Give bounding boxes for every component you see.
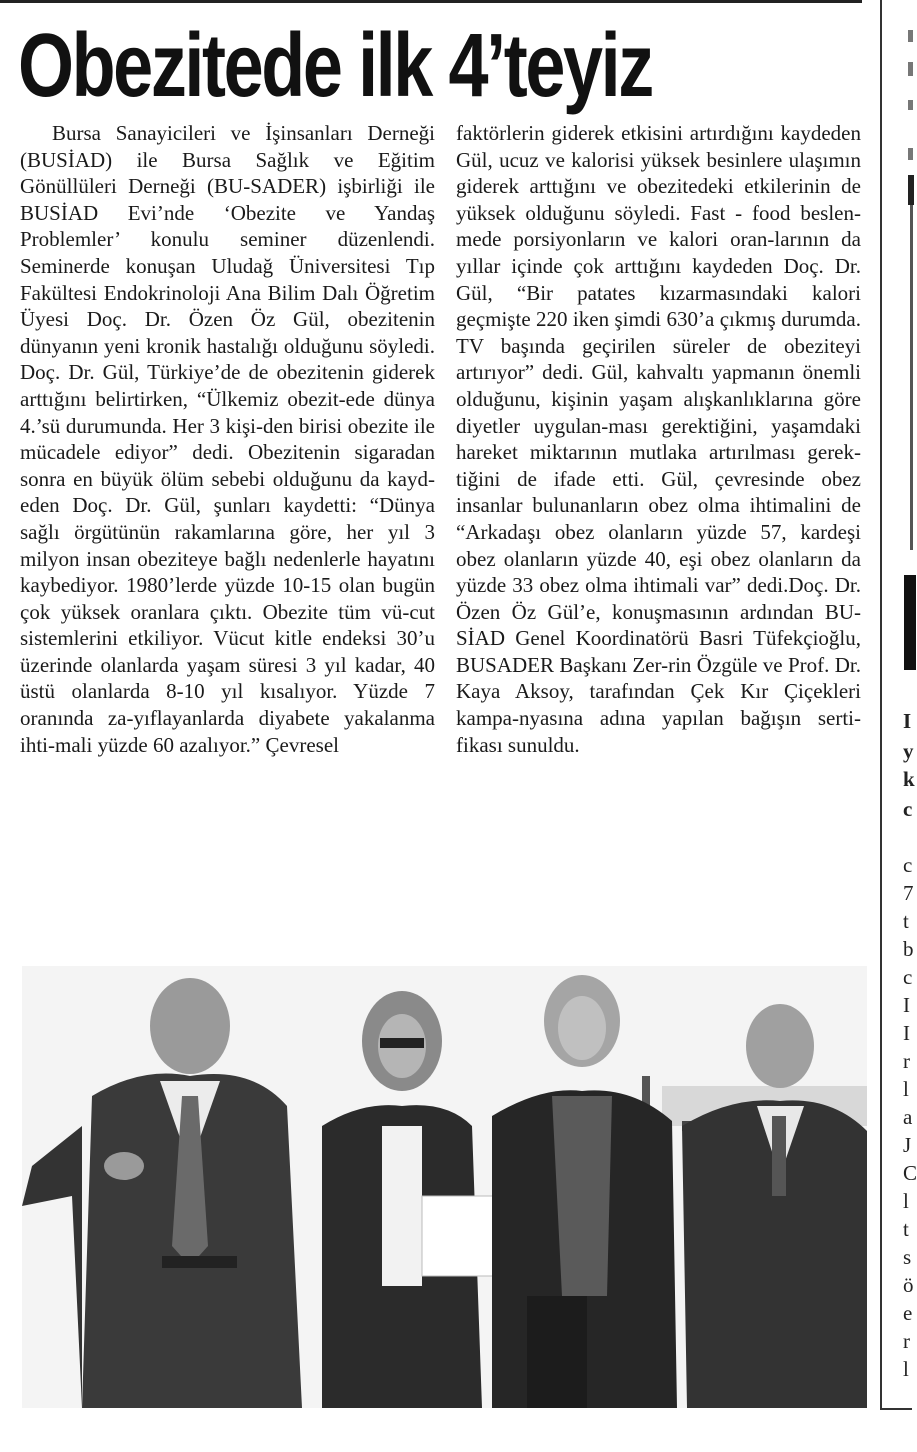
article-photo xyxy=(22,966,867,1408)
strip-letter: a xyxy=(903,1105,913,1129)
strip-bold-letter: c xyxy=(903,797,913,821)
strip-letter: C xyxy=(903,1161,917,1185)
strip-mark xyxy=(908,148,913,160)
article-paragraph: faktörlerin giderek etkisini artırdığını kaydeden Gül, ucuz ve kalorisi yüksek besinlere ulaşımın giderek arttığını ve obezitedeki etkilerinin de yüksek olduğunu söyledi. Fast - food beslen-mede porsiyonların ve kalori oran-larının da yıllar içinde çok arttığını kaydeden Doç. Dr. Gül, “Bir patates kızarmasındaki kalori geçmişte 220 iken şimdi 630’a çıkmış durumda. TV başında geçirilen süreler de obeziteyi artırıyor” dedi. Gül, kahvaltı yapmanın önemli olduğunu, kişinin yaşam alışkanlıklarına göre diyetler uygulan-ması gerektiğini, yaşamdaki hareket miktarının mutlaka artırılması gerek-tiğini de ifade etti. Gül, çevresinde obez insanlar bulunanların obez olma ihtimalini de “Arkadaşı obez olanların yüzde 57, kardeşi obez olanların yüzde 40, eşi obez olanların da yüzde 33 obez olma ihtimali var” dedi.Doç. Dr. Özen Öz Gül’e, konuşmasının ardından BU-SİAD Genel Koordinatörü Basri Tüfekçioğlu, BUSADER Başkanı Zer-rin Özgüle ve Prof. Dr. Kaya Aksoy, tarafından Çek Kır Çiçekleri kampa-nyasına adına yapılan bağışın serti-fikası sunuldu. xyxy=(456,121,861,757)
strip-letter: t xyxy=(903,909,909,933)
strip-letter: b xyxy=(903,937,914,961)
strip-letter: c xyxy=(903,853,913,877)
strip-letter: 7 xyxy=(903,881,914,905)
strip-bold-letter: k xyxy=(903,767,915,791)
strip-letter: l xyxy=(903,1077,909,1101)
strip-mark xyxy=(908,30,913,42)
article-paragraph: Bursa Sanayicileri ve İşinsanları Derneği (BUSİAD) ile Bursa Sağlık ve Eğitim Gönüllüleri Derneği (BU-SADER) işbirliği ile BUSİAD Evi’nde ‘Obezite ve Yandaş Problemler’ konulu seminer düzenlendi. Seminerde konuşan Uludağ Üniversitesi Tıp Fakültesi Endokrinoloji Ana Bilim Dalı Öğretim Üyesi Doç. Dr. Özen Öz Gül, obezitenin dünyanın yeni kronik hastalığı olduğunu söyledi. Doç. Dr. Gül, Türkiye’de de obezitenin giderek arttığını belirtirken, “Ülkemiz obezit-ede dünya 4.’sü durumunda. Her 3 kişi-den birisi obezite ile mücadele ediyor” dedi. Obezitenin sigaradan sonra en büyük ölüm sebebi olduğunu da kayd-eden Doç. Dr. Gül, şunları kaydetti: “Dünya sağlı örgütünün rakamlarına göre, her yıl 3 milyon insan obeziteye bağlı nedenlerle hayatını kaybediyor. 1980’lerde yüzde 10-15 olan bugün çok yüksek oranlara çıktı. Obezite tüm vü-cut sistemlerini etkiliyor. Vücut kitle endeksi 30’u üzerinde olanlarda yaşam süresi 3 yıl kadar, 40 üstü olanlarda 8-10 yıl kısalıyor. Yüzde 7 oranında za-yıflayanlarda diyabete yakalanma ihti-mali yüzde 60 azalıyor.” Çevresel xyxy=(20,121,435,757)
strip-letter: ö xyxy=(903,1273,914,1297)
strip-letter: l xyxy=(903,1189,909,1213)
article-column-2 xyxy=(456,120,861,758)
adjacent-article-strip xyxy=(880,0,917,1410)
strip-letter: I xyxy=(903,1021,910,1045)
strip-letter: s xyxy=(903,1245,912,1269)
strip-letter: t xyxy=(903,1217,909,1241)
strip-bar xyxy=(908,175,914,205)
strip-black-box xyxy=(904,575,916,670)
strip-bold-letter: I xyxy=(903,709,912,733)
strip-letter: J xyxy=(903,1133,912,1157)
article-column-1 xyxy=(20,120,435,758)
strip-letter: r xyxy=(903,1329,910,1353)
strip-letter: c xyxy=(903,965,913,989)
strip-letter: I xyxy=(903,993,910,1017)
strip-bold-letter: y xyxy=(903,739,914,763)
strip-letter: l xyxy=(903,1357,909,1381)
bottom-rule xyxy=(880,1408,912,1410)
strip-mark xyxy=(908,62,913,76)
strip-rule xyxy=(910,205,913,550)
top-rule xyxy=(0,0,862,3)
photo-illustration xyxy=(22,966,867,1408)
strip-letter: r xyxy=(903,1049,910,1073)
headline: Obezitede ilk 4’teyiz xyxy=(18,16,652,116)
strip-letter: e xyxy=(903,1301,913,1325)
strip-mark xyxy=(908,100,913,110)
